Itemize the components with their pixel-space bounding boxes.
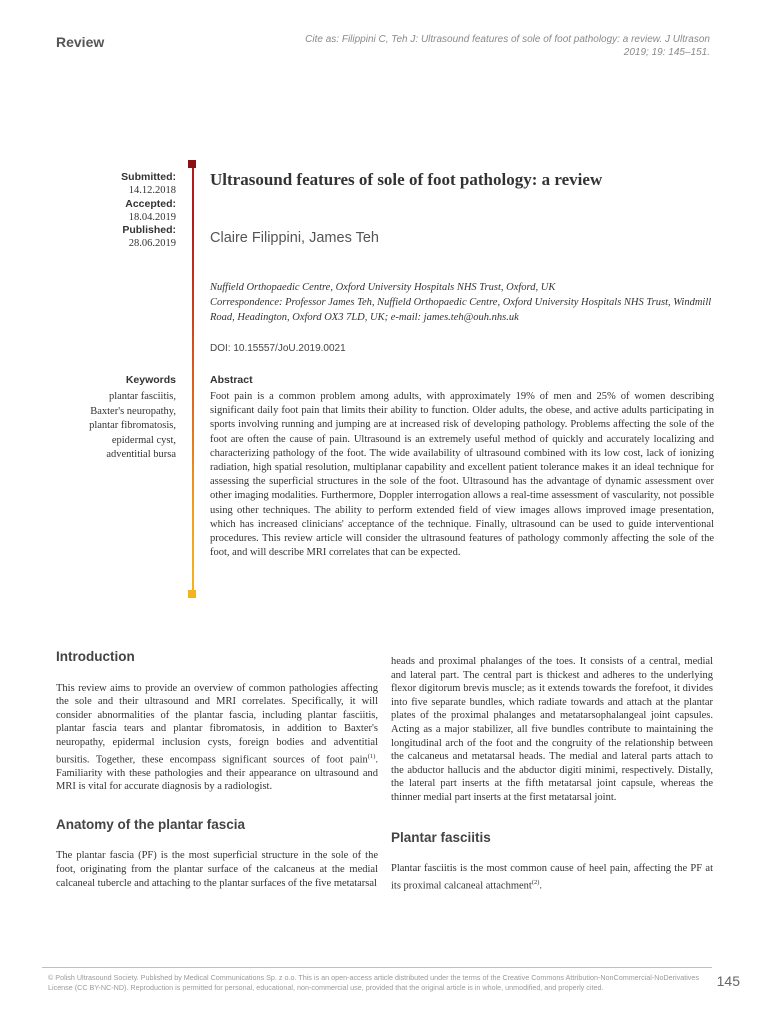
article-dates [60, 171, 176, 251]
plantar-fasciitis-heading: Plantar fasciitis [391, 829, 491, 845]
accent-bar-gradient [192, 221, 194, 593]
affiliation-block [210, 280, 720, 325]
keyword-item: adventitial bursa [106, 449, 176, 460]
reference-1[interactable]: (1) [367, 752, 376, 760]
doi[interactable]: DOI: 10.15557/JoU.2019.0021 [210, 343, 346, 354]
keyword-item: Baxter's neuropathy, [90, 405, 176, 417]
reference-2[interactable]: (2) [531, 878, 540, 886]
correspondence: Correspondence: Professor James Teh, Nuffield Orthopaedic Centre, Oxford University Hospitals NHS Trust, Windmill Road, Headington, Oxford OX3 7LD, UK; e-mail: james.teh@ouh.nhs.uk [210, 297, 712, 323]
anatomy-text: The plantar fascia (PF) is the most superficial structure in the sole of the foot, originating from the plantar surface of the calcaneus at the medial calcaneal tubercle and attaching to the plantar surfaces of the five metatarsal [56, 850, 378, 889]
abstract-text: Foot pain is a common problem among adults, with approximately 19% of men and 25% of women describing significant daily foot pain that limits their ability to function. Older adults, the obese, and active adults participating in sports involving running and jumping are at increased risk of developing pathology. Problems affecting the sole of the foot are often the cause of pain. Ultrasound is an extremely useful method of quickly and accurately localizing and characterizing pathology of the foot. The wide availability of ultrasound combined with its low cost, lack of ionizing radiation, high spatial resolution, multiplanar capability and excellent patient tolerance makes it an ideal technique for assessing the superficial structures in the sole of the foot. Ultrasound has the advantage of dynamic assessment over other imaging modalities. Furthermore, Doppler interrogation allows a real-time assessment of vascularity, not possible using other techniques. The ability to perform extended field of view images allows improved image presentation, which has increased clinicians' acceptance of the technique. Finally, ultrasound can be used to guide interventional procedures. This review article will consider the ultrasound features of pathology commonly affecting the sole of the foot, and will describe MRI correlates that can be expected. [210, 391, 714, 559]
affiliation: Nuffield Orthopaedic Centre, Oxford University Hospitals NHS Trust, Oxford, UK [210, 282, 556, 293]
introduction-text-part1: This review aims to provide an overview of common pathologies affecting the sole and their ultrasound and MRI correlates. Specifically, it will consider abnormalities of the plantar fascia, including plantar fasciitis, plantar fascia tears and plantar fibromatosis, in addition to Baxter's neuropathy, epidermal inclusion cysts, foreign bodies and adventitial bursitis. Together, these encompass significant sources of foot pain [56, 682, 378, 766]
article-authors: Claire Filippini, James Teh [210, 230, 379, 246]
keyword-item: plantar fibromatosis, [89, 420, 176, 431]
keyword-item: epidermal cyst, [111, 434, 176, 446]
citation: Cite as: Filippini C, Teh J: Ultrasound features of sole of foot pathology: a review. J Ultrason 2019; 19: 145–151. [305, 34, 710, 58]
anatomy-continued-text: heads and proximal phalanges of the toes. It consists of a central, medial and lateral part. The central part is thickest and adheres to the underlying flexor digitorum brevis muscle; as it extends towards the forefoot, it divides into five separate bundles, which radiate towards and attach at the plantar plates of the proximal phalanges and metatarsophalangeal joint capsules. Acting as a major stabilizer, all five bundles contribute to maintaining the longitudinal arch of the foot and the congruity of the relationship between the calcaneus and metatarsal heads. The medial and lateral parts attach to the abductor hallucis and the abductor digiti minimi, respectively. Distally, the lateral part inserts at the fifth metatarsal joint capsule, whereas the thinner medial part inserts at the first metatarsal joint. [391, 656, 713, 803]
plantar-fasciitis-text [391, 862, 713, 893]
keywords-heading: Keywords [125, 374, 176, 386]
abstract-heading: Abstract [210, 374, 253, 386]
introduction-text-part2: . Familiarity with these pathologies and their appearance on ultrasound and MRI is vital for accurate diagnosis by a radiologist. [56, 754, 378, 793]
body-column-right [391, 655, 713, 893]
article-title: Ultrasound features of sole of foot pathology: a review [210, 170, 603, 189]
footer-divider [42, 967, 712, 968]
anatomy-heading: Anatomy of the plantar fascia [56, 816, 246, 832]
introduction-text [56, 682, 378, 794]
accent-square-yellow [188, 590, 196, 598]
keyword-item: plantar fasciitis, [108, 391, 176, 402]
body-column-left [56, 650, 378, 914]
accepted-label: Accepted: [125, 197, 176, 210]
section-label: Review [56, 34, 105, 50]
submitted-label: Submitted: [121, 171, 176, 183]
license-footer: © Polish Ultrasound Society. Published by Medical Communications Sp. z o.o. This is an open-access article distributed under the terms of the Creative Commons Attribution-NonCommercial-NoDerivatives License (CC BY-NC-ND). Reproduction is permitted for personal, educational, non-commercial use, provided that the original article is in whole, unmodified, and properly cited. [48, 973, 699, 992]
plantar-fasciitis-text-part2: . [539, 880, 543, 892]
introduction-heading: Introduction [56, 649, 135, 664]
accent-bar-red [192, 163, 194, 221]
published-label: Published: [122, 224, 176, 237]
accepted-date: 18.04.2019 [128, 211, 176, 223]
plantar-fasciitis-text-part1: Plantar fasciitis is the most common cause of heel pain, affecting the PF at its proximal calcaneal attachment [391, 863, 713, 892]
submitted-date: 14.12.2018 [128, 185, 176, 197]
page-number: 145 [716, 973, 740, 989]
keywords-list [40, 390, 176, 463]
accent-square-red [188, 160, 196, 168]
published-date: 28.06.2019 [128, 238, 176, 250]
